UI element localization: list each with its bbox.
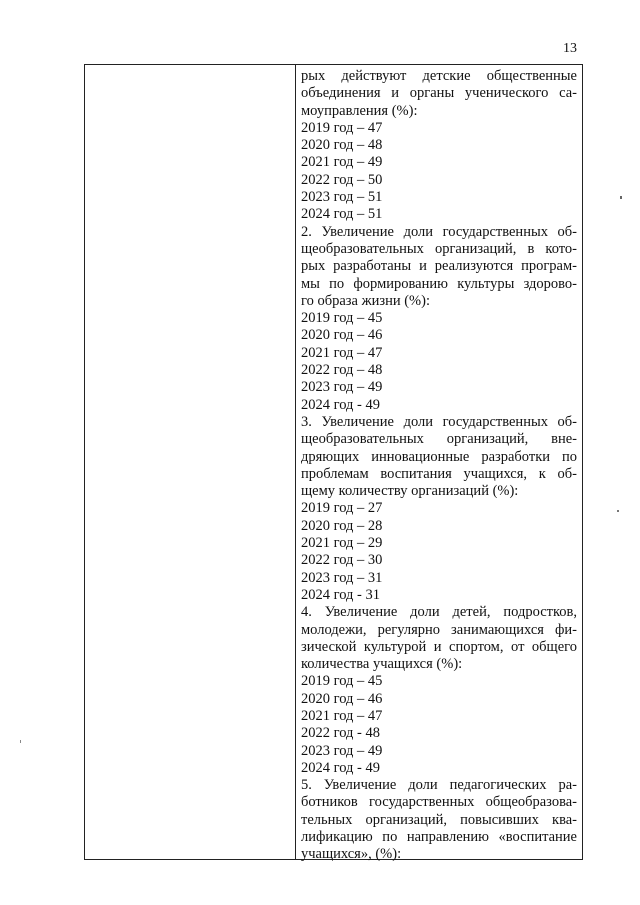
text-line: 2023 год – 51 xyxy=(301,189,383,206)
text-line: 2021 год – 49 xyxy=(301,154,383,171)
text-line: 2020 год – 46 xyxy=(301,327,383,344)
text-line: тельных организаций, повысивших ква- xyxy=(301,811,577,828)
text-line: 2022 год – 50 xyxy=(301,171,383,188)
text-line: 5. Увеличение доли педагогических ра- xyxy=(301,777,577,794)
text-line: моуправления (%): xyxy=(301,102,418,119)
text-line: 2021 год – 29 xyxy=(301,535,383,552)
text-line: 2023 год – 49 xyxy=(301,742,383,759)
text-line: 2019 год – 27 xyxy=(301,500,383,517)
text-line: 2022 год - 48 xyxy=(301,725,380,742)
text-line: 3. Увеличение доли государственных об- xyxy=(301,413,577,430)
text-line: количества учащихся (%): xyxy=(301,656,463,673)
text-line: 2020 год – 46 xyxy=(301,690,383,707)
table-left-cell xyxy=(85,65,295,859)
text-line: объединения и органы ученического са- xyxy=(301,85,577,102)
text-line: 4. Увеличение доли детей, подростков, xyxy=(301,604,577,621)
text-line: 2019 год – 47 xyxy=(301,119,383,136)
scan-speck xyxy=(620,196,622,199)
text-line: проблемам воспитания учащихся, к об- xyxy=(301,465,577,482)
text-line: 2019 год – 45 xyxy=(301,310,383,327)
text-line: 2024 год - 31 xyxy=(301,586,380,603)
text-line: го образа жизни (%): xyxy=(301,292,430,309)
text-line: щеобразовательных организаций, вне- xyxy=(301,431,577,448)
text-line: 2021 год – 47 xyxy=(301,707,383,724)
text-line: дряющих инновационные разработки по xyxy=(301,448,577,465)
text-line: лификацию по направлению «воспитание xyxy=(301,829,577,846)
text-line: 2023 год – 49 xyxy=(301,379,383,396)
table-right-cell xyxy=(301,68,577,864)
page-number: 13 xyxy=(563,41,577,56)
text-line: 2024 год - 49 xyxy=(301,759,380,776)
scan-speck xyxy=(20,740,21,743)
text-line: 2024 год - 49 xyxy=(301,396,380,413)
text-line: 2. Увеличение доли государственных об- xyxy=(301,223,577,240)
text-line: 2020 год – 48 xyxy=(301,137,383,154)
text-line: рых действуют детские общественные xyxy=(301,68,577,84)
column-divider xyxy=(295,65,296,859)
text-line: мы по формированию культуры здорово- xyxy=(301,275,577,292)
scan-speck xyxy=(617,510,619,512)
text-line: 2020 год – 28 xyxy=(301,517,383,534)
text-line: щеобразовательных организаций, в кото- xyxy=(301,240,577,257)
text-line: молодежи, регулярно занимающихся фи- xyxy=(301,621,577,638)
document-table xyxy=(84,64,583,863)
text-line: ботников государственных общеобразова- xyxy=(301,794,577,811)
text-line: щему количеству организаций (%): xyxy=(301,483,519,500)
text-line: 2022 год – 48 xyxy=(301,362,383,379)
text-line: зической культурой и спортом, от общего xyxy=(301,638,577,655)
text-line: 2019 год – 45 xyxy=(301,673,383,690)
text-line: учащихся», (%): xyxy=(301,846,402,863)
text-line: рых разработаны и реализуются програм- xyxy=(301,258,577,275)
text-line: 2024 год – 51 xyxy=(301,206,383,223)
text-line: 2023 год – 31 xyxy=(301,569,383,586)
text-line: 2021 год – 47 xyxy=(301,344,383,361)
text-line: 2022 год – 30 xyxy=(301,552,383,569)
